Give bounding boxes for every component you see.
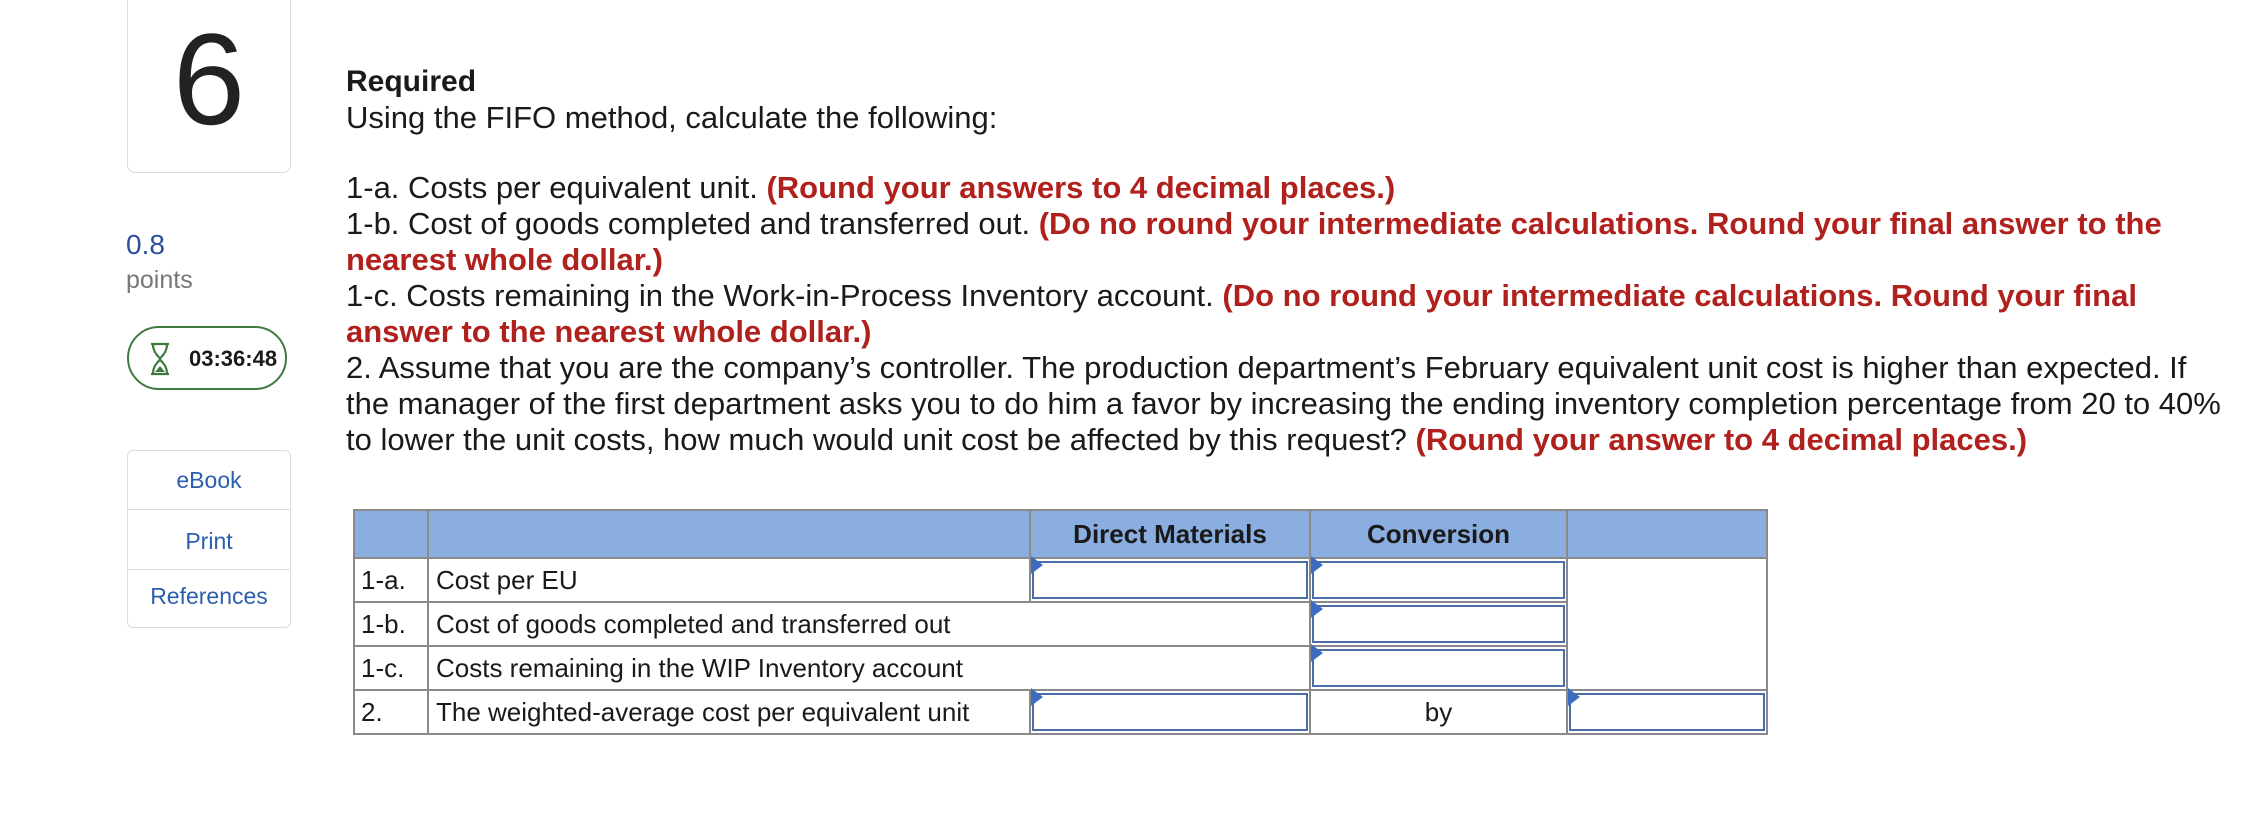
row-label: Cost per EU [428,558,1030,602]
empty-cell [1567,558,1767,690]
instruction-2 [346,350,2236,458]
input-wrap [1311,560,1566,600]
rounding-note: (Do no round your intermediate calculations. Round your final answer to the nearest whole dollar.) [346,206,2162,277]
row-id: 1-b. [354,602,428,646]
cost-per-eu-conversion-input[interactable] [1312,561,1565,599]
wip-remaining-input[interactable] [1312,649,1565,687]
input-marker-icon [1311,644,1323,662]
timer [127,326,287,390]
table-row [354,646,1767,690]
input-wrap [1031,692,1309,732]
instruction-1c [346,278,2236,350]
cell [1567,690,1767,734]
cell [1030,690,1310,734]
header-conversion: Conversion [1310,510,1567,558]
answer-table [353,509,1768,735]
intro-text: Using the FIFO method, calculate the following: [346,100,998,135]
cell [1310,646,1567,690]
header-direct-materials: Direct Materials [1030,510,1310,558]
required-heading: Required [346,65,477,98]
question-number: 6 [172,6,246,152]
input-marker-icon [1311,600,1323,618]
instruction-1a [346,170,2236,206]
rounding-note: (Round your answers to 4 decimal places.) [766,170,1396,205]
print-link[interactable]: Print [185,528,233,554]
rounding-note: (Do no round your intermediate calculations. Round your final answer to the nearest whole dollar.) [346,278,2137,349]
instruction-text: 2. Assume that you are the company’s controller. The production department’s February equivalent unit cost is higher than expected. If the manager of the first department asks you to do him a favor by increasing the ending inventory completion percentage from 20 to 40% to lower the unit costs, how much would unit cost be affected by this request? [346,350,2221,457]
row-label: The weighted-average cost per equivalent unit [428,690,1030,734]
hourglass-icon [149,342,171,376]
cogs-transferred-input[interactable] [1312,605,1565,643]
table-header-row [354,510,1767,558]
instruction-text: 1-b. Cost of goods completed and transferred out. [346,206,1039,241]
header-description [428,510,1030,558]
instruction-1b [346,206,2236,278]
cost-per-eu-dm-input[interactable] [1032,561,1308,599]
input-marker-icon [1031,688,1043,706]
instruction-text: 1-a. Costs per equivalent unit. [346,170,767,205]
row-id: 1-a. [354,558,428,602]
input-marker-icon [1031,556,1043,574]
resources-panel [127,450,291,628]
input-wrap [1031,560,1309,600]
input-marker-icon [1568,688,1580,706]
timer-value: 03:36:48 [189,346,278,371]
input-wrap [1311,648,1566,688]
cell [1030,558,1310,602]
unit-cost-change-input[interactable] [1569,693,1765,731]
cell [1310,558,1567,602]
row-id: 2. [354,690,428,734]
divider [128,569,290,570]
cell [1310,602,1567,646]
points-value: 0.8 [126,229,165,260]
instruction-text: 1-c. Costs remaining in the Work-in-Process Inventory account. [346,278,1223,313]
table-row [354,690,1767,734]
instructions [346,64,2236,458]
ebook-link[interactable]: eBook [176,467,242,493]
table-row [354,558,1767,602]
question-number-box [127,0,291,173]
input-wrap [1568,692,1766,732]
header-extra [1567,510,1767,558]
references-link[interactable]: References [150,583,268,609]
input-marker-icon [1311,556,1323,574]
input-wrap [1311,604,1566,644]
rounding-note: (Round your answer to 4 decimal places.) [1415,422,2028,457]
row-label: Costs remaining in the WIP Inventory account [428,646,1310,690]
weighted-average-cost-input[interactable] [1032,693,1308,731]
points-label: points [126,266,193,294]
divider [128,509,290,510]
row-label: Cost of goods completed and transferred out [428,602,1310,646]
row-id: 1-c. [354,646,428,690]
table-row [354,602,1767,646]
header-id [354,510,428,558]
by-label: by [1310,690,1567,734]
